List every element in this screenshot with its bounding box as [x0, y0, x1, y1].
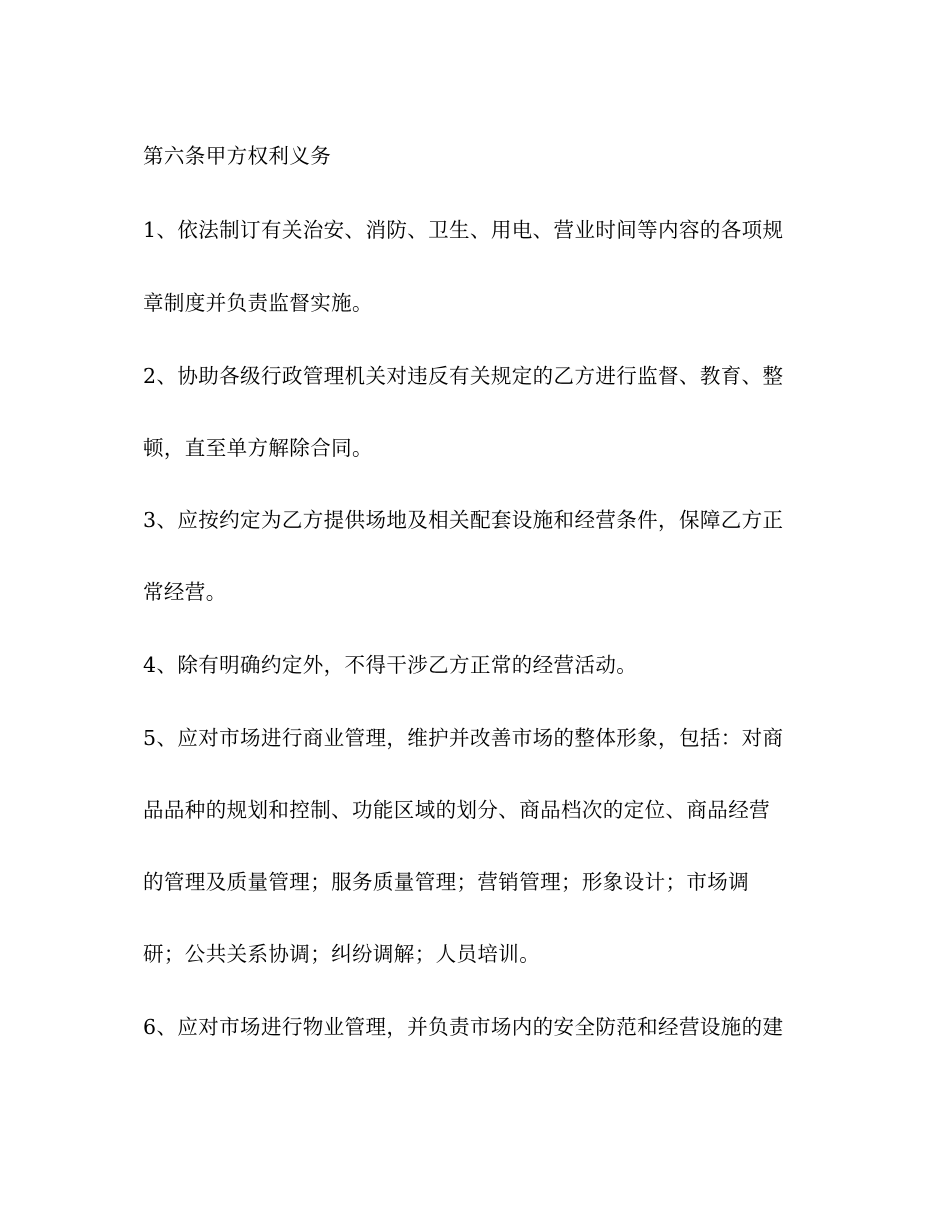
- text-line: 品品种的规划和控制、功能区域的划分、商品档次的定位、商品经营: [143, 798, 770, 822]
- section-heading: 第六条甲方权利义务: [143, 144, 332, 168]
- text-line: 4、除有明确约定外，不得干涉乙方正常的经营活动。: [143, 653, 638, 677]
- text-line: 常经营。: [143, 580, 227, 604]
- text-line: 的管理及质量管理；服务质量管理；营销管理；形象设计；市场调: [143, 870, 750, 894]
- text-line: 1、依法制订有关治安、消防、卫生、用电、营业时间等内容的各项规: [143, 218, 784, 242]
- text-line: 研；公共关系协调；纠纷调解；人员培训。: [143, 942, 541, 966]
- text-line: 6、应对市场进行物业管理，并负责市场内的安全防范和经营设施的建: [143, 1015, 784, 1039]
- text-line: 3、应按约定为乙方提供场地及相关配套设施和经营条件，保障乙方正: [143, 508, 784, 532]
- text-line: 章制度并负责监督实施。: [143, 291, 373, 315]
- text-line: 5、应对市场进行商业管理，维护并改善市场的整体形象，包括：对商: [143, 726, 784, 750]
- text-line: 顿，直至单方解除合同。: [143, 436, 373, 460]
- text-line: 2、协助各级行政管理机关对违反有关规定的乙方进行监督、教育、整: [143, 364, 784, 388]
